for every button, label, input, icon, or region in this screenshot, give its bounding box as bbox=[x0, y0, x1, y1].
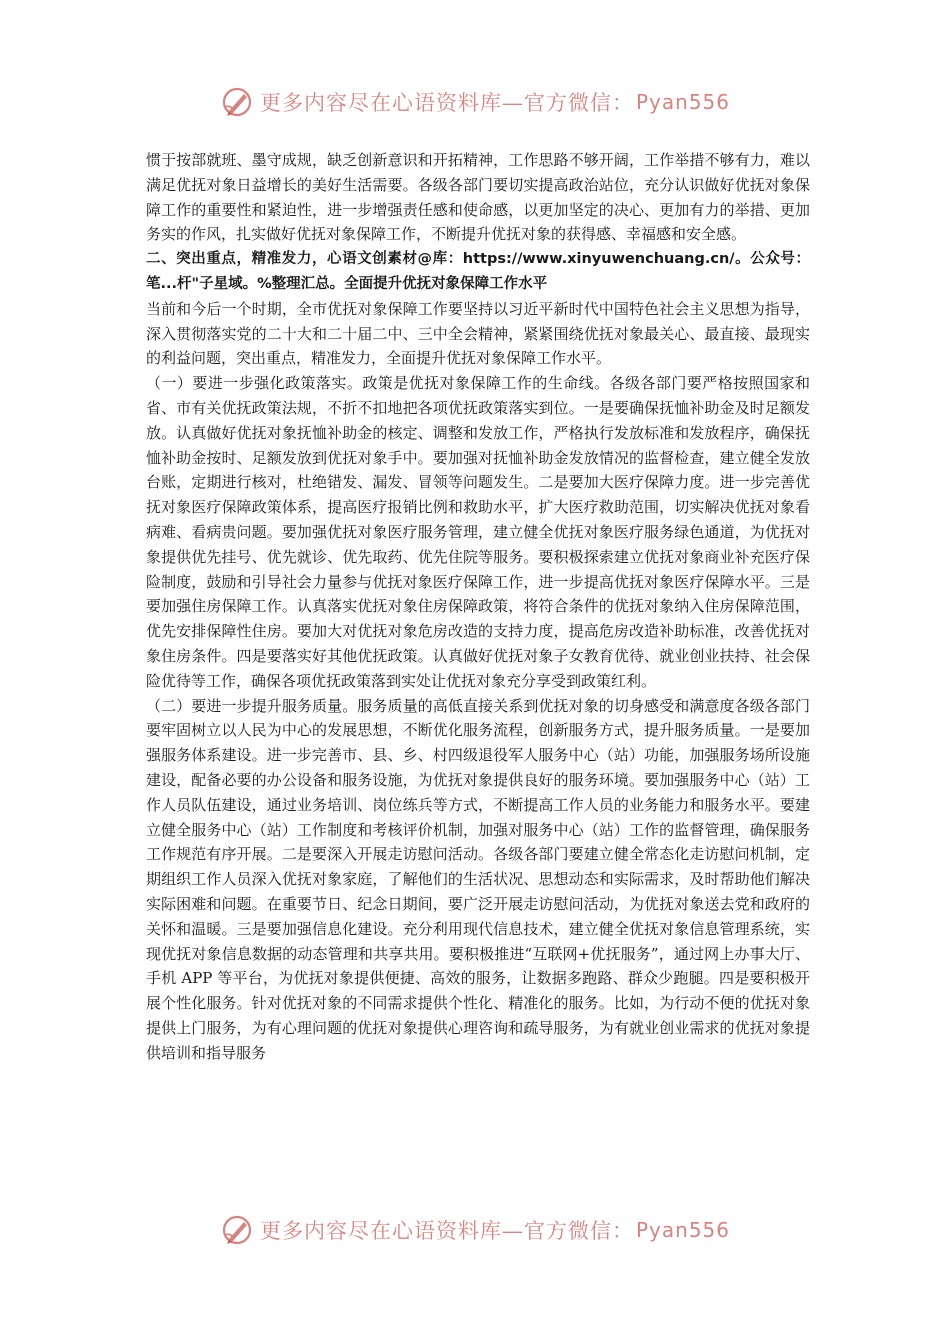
document-body bbox=[146, 148, 810, 1065]
header-banner bbox=[0, 84, 950, 120]
paragraph: 惯于按部就班、墨守成规，缺乏创新意识和开拓精神，工作思路不够开阔，工作举措不够有力，难以满足优抚对象日益增长的美好生活需要。各级各部门要切实提高政治站位，充分认识做好优抚对象保障工作的重要性和紧迫性，进一步增强责任感和使命感，以更加坚定的决心、更加有力的举措、更加务实的作风，扎实做好优抚对象保障工作，不断提升优抚对象的获得感、幸福感和安全感。 bbox=[146, 151, 810, 244]
section-heading: 二、突出重点，精准发力，心语文创素材@库：https://www.xinyuwenchuang.cn/。公众号：笔...杆"子星域。%整理汇总。全面提升优抚对象保障工作水平 bbox=[146, 251, 810, 292]
footer-banner bbox=[0, 1212, 950, 1248]
banner-wechat-id: Pyan556 bbox=[635, 90, 730, 114]
banner-text: 更多内容尽在心语资料库—官方微信： bbox=[259, 91, 634, 115]
banner-text: 更多内容尽在心语资料库—官方微信： bbox=[259, 1219, 634, 1243]
paragraph: （二）要进一步提升服务质量。服务质量的高低直接关系到优抚对象的切身感受和满意度各级各部门要牢固树立以人民为中心的发展思想，不断优化服务流程，创新服务方式，提升服务质量。一是要加强服务体系建设。进一步完善市、县、乡、村四级退役军人服务中心（站）功能，加强服务场所设施建设，配备必要的办公设备和服务设施，为优抚对象提供良好的服务环境。要加强服务中心（站）工作人员队伍建设，通过业务培训、岗位练兵等方式，不断提高工作人员的业务能力和服务水平。要建立健全服务中心（站）工作制度和考核评价机制，加强对服务中心（站）工作的监督管理，确保服务工作规范有序开展。二是要深入开展走访慰问活动。各级各部门要建立健全常态化走访慰问机制，定期组织工作人员深入优抚对象家庭，了解他们的生活状况、思想动态和实际需求，及时帮助他们解决实际困难和问题。在重要节日、纪念日期间，要广泛开展走访慰问活动，为优抚对象送去党和政府的关怀和温暖。三是要加强信息化建设。充分利用现代信息技术，建立健全优抚对象信息管理系统，实现优抚对象信息数据的动态管理和共享共用。要积极推进“互联网+优抚服务”，通过网上办事大厅、手机 APP 等平台，为优抚对象提供便捷、高效的服务，让数据多跑路、群众少跑腿。四是要积极开展个性化服务。针对优抚对象的不同需求提供个性化、精准化的服务。比如，为行动不便的优抚对象提供上门服务，为有心理问题的优抚对象提供心理咨询和疏导服务，为有就业创业需求的优抚对象提供培训和指导服务 bbox=[146, 696, 810, 1062]
paragraph: （一）要进一步强化政策落实。政策是优抚对象保障工作的生命线。各级各部门要严格按照国家和省、市有关优抚政策法规，不折不扣地把各项优抚政策落实到位。一是要确保抚恤补助金及时足额发放。认真做好优抚对象抚恤补助金的核定、调整和发放工作，严格执行发放标准和发放程序，确保抚恤补助金按时、足额发放到优抚对象手中。要加强对抚恤补助金发放情况的监督检查，建立健全发放台账，定期进行核对，杜绝错发、漏发、冒领等问题发生。二是要加大医疗保障力度。进一步完善优抚对象医疗保障政策体系，提高医疗报销比例和救助水平，扩大医疗救助范围，切实解决优抚对象看病难、看病贵问题。要加强优抚对象医疗服务管理，建立健全优抚对象医疗服务绿色通道，为优抚对象提供优先挂号、优先就诊、优先取药、优先住院等服务。要积极探索建立优抚对象商业补充医疗保险制度，鼓励和引导社会力量参与优抚对象医疗保障工作，进一步提高优抚对象医疗保障水平。三是要加强住房保障工作。认真落实优抚对象住房保障政策，将符合条件的优抚对象纳入住房保障范围，优先安排保障性住房。要加大对优抚对象危房改造的支持力度，提高危房改造补助标准，改善优抚对象住房条件。四是要落实好其他优抚政策。认真做好优抚对象子女教育优待、就业创业扶持、社会保险优待等工作，确保各项优抚政策落到实处让优抚对象充分享受到政策红利。 bbox=[146, 374, 810, 690]
paragraph: 当前和今后一个时期，全市优抚对象保障工作要坚持以习近平新时代中国特色社会主义思想为指导，深入贯彻落实党的二十大和二十届二中、三中全会精神，紧紧围绕优抚对象最关心、最直接、最现实的利益问题，突出重点，精准发力，全面提升优抚对象保障工作水平。 bbox=[146, 299, 810, 368]
banner-wechat-id: Pyan556 bbox=[635, 1218, 730, 1242]
pen-logo-icon bbox=[220, 1213, 254, 1247]
pen-logo-icon bbox=[220, 85, 254, 119]
